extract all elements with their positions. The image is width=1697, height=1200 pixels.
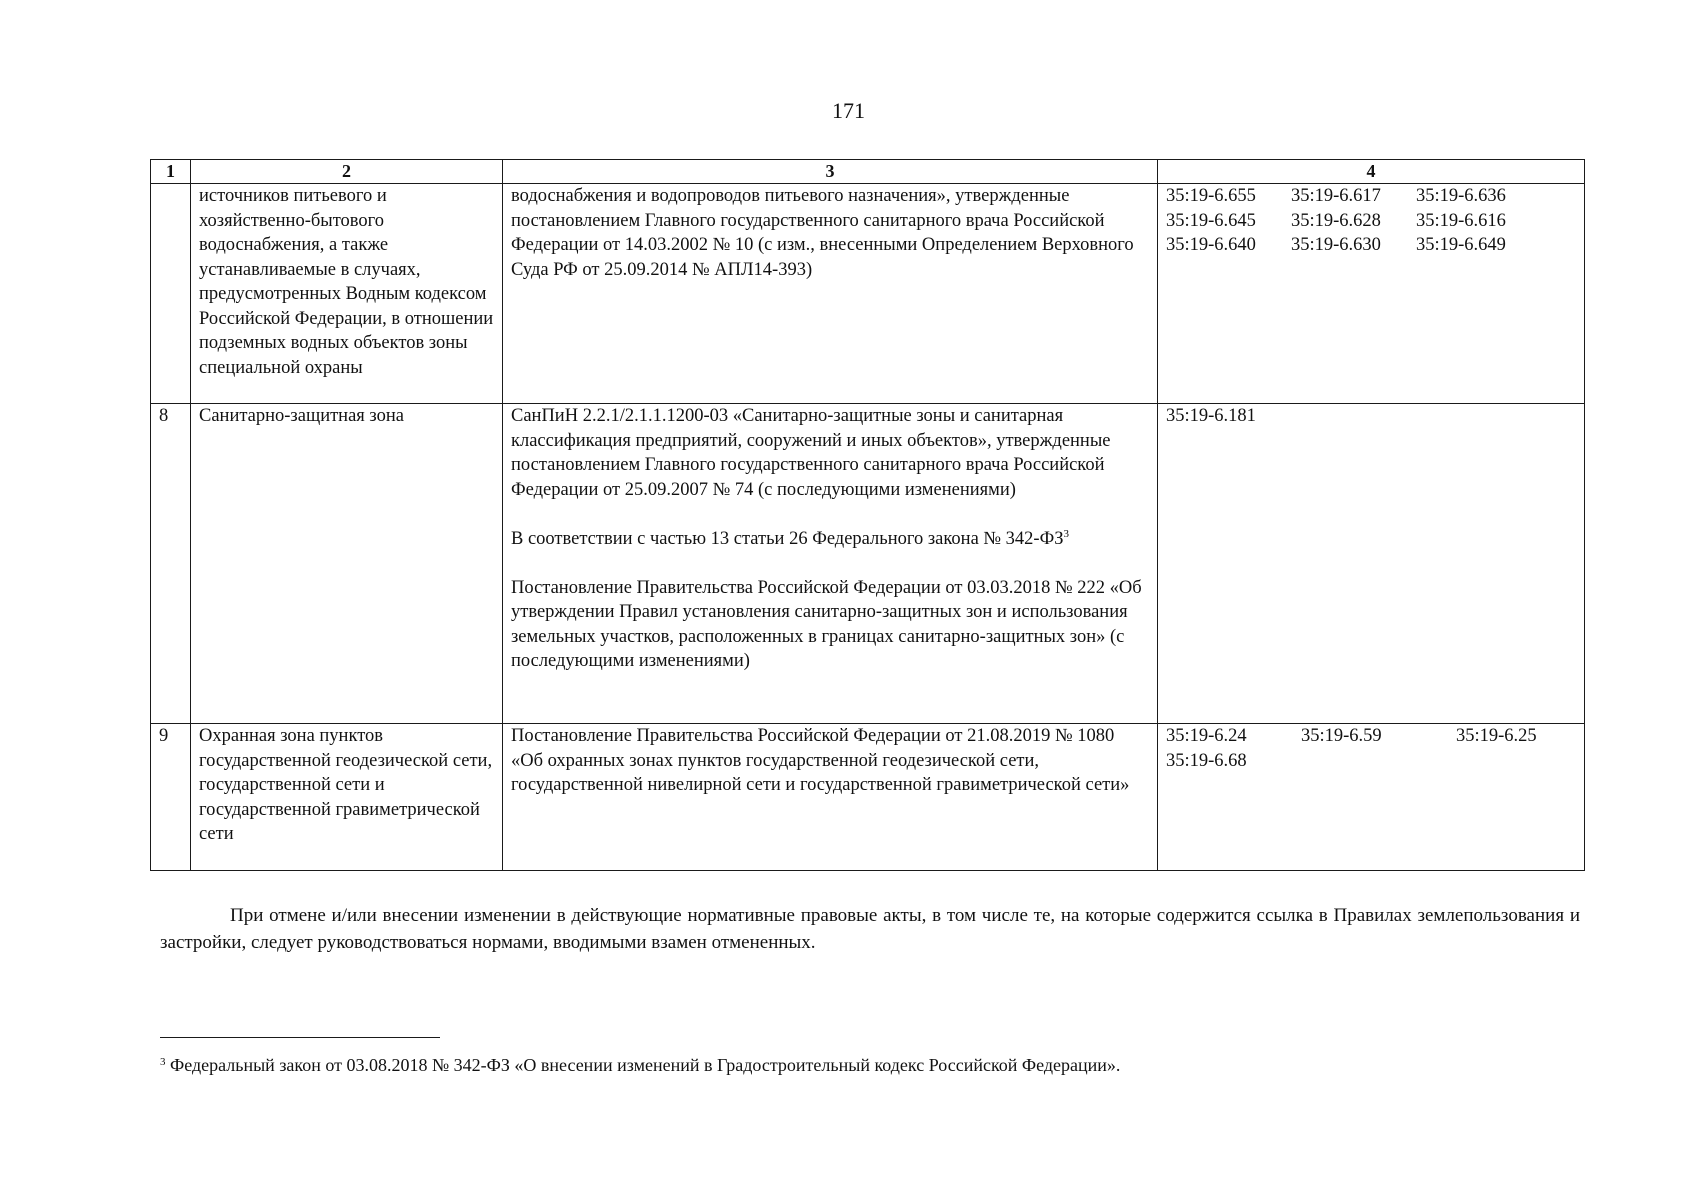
zone-codes — [1158, 184, 1585, 404]
zone-code: 35:19-6.181 — [1166, 406, 1256, 426]
legal-basis-text: В соответствии с частью 13 статьи 26 Федерального закона № 342-ФЗ — [511, 528, 1064, 549]
footnote-reference: 3 — [1063, 527, 1069, 540]
zone-code: 35:19-6.636 — [1416, 186, 1506, 206]
zone-code: 35:19-6.628 — [1291, 210, 1381, 231]
footnote-marker: 3 — [160, 1056, 166, 1068]
footnote-text: Федеральный закон от 03.08.2018 № 342-ФЗ «О внесении изменений в Градостроительный кодекс Российской Федерации». — [170, 1055, 1121, 1075]
legal-basis-paragraph: водоснабжения и водопроводов питьевого назначения», утвержденные постановлением Главного государственного санитарного врача Российской Федерации от 14.03.2002 № 10 (с изм., внесенными Определением Верховного Суда РФ от 25.09.2014 № АПЛ14-393) — [511, 186, 1134, 280]
table-header-row — [151, 160, 1585, 184]
zone-name: Санитарно-защитная зона — [191, 404, 503, 724]
zones-table — [150, 159, 1585, 871]
column-header-4: 4 — [1158, 160, 1585, 184]
legal-basis — [503, 184, 1158, 404]
zone-name: источников питьевого и хозяйственно-бытового водоснабжения, а также устанавливаемые в случаях, предусмотренных Водным кодексом Российской Федерации, в отношении подземных водных объектов зоны специальной охраны — [191, 184, 503, 404]
zone-code: 35:19-6.25 — [1456, 726, 1537, 746]
row-number — [151, 184, 191, 404]
zone-code: 35:19-6.24 — [1166, 726, 1247, 746]
zone-code: 35:19-6.68 — [1166, 750, 1247, 771]
legal-basis-paragraph: Постановление Правительства Российской Федерации от 03.03.2018 № 222 «Об утверждении Правил установления санитарно-защитных зон и использования земельных участков, расположенных в границах санитарно-защитных зон» (с последующими изменениями) — [511, 577, 1142, 671]
zone-code: 35:19-6.645 — [1166, 210, 1256, 231]
column-header-1: 1 — [151, 160, 191, 184]
legal-basis-paragraph — [511, 527, 1149, 552]
footnote-separator — [160, 1037, 440, 1038]
zone-code: 35:19-6.649 — [1416, 235, 1506, 255]
legal-basis — [503, 404, 1158, 724]
legal-basis-paragraph: Постановление Правительства Российской Федерации от 21.08.2019 № 1080 «Об охранных зонах пунктов государственной геодезической сети, государственной нивелирной сети и государственной гравиметрической сети» — [511, 726, 1130, 795]
zone-codes — [1158, 724, 1585, 871]
zone-name: Охранная зона пунктов государственной геодезической сети, государственной сети и государственной гравиметрической сети — [191, 724, 503, 871]
zone-codes — [1158, 404, 1585, 724]
zone-code: 35:19-6.630 — [1291, 235, 1381, 255]
table-row — [151, 404, 1585, 724]
column-header-3: 3 — [503, 160, 1158, 184]
legal-basis — [503, 724, 1158, 871]
row-number: 8 — [151, 404, 191, 724]
zone-code: 35:19-6.640 — [1166, 235, 1256, 255]
column-header-2: 2 — [191, 160, 503, 184]
legal-basis-paragraph: СанПиН 2.2.1/2.1.1.1200-03 «Санитарно-защитные зоны и санитарная классификация предприятий, сооружений и иных объектов», утвержденные постановлением Главного государственного санитарного врача Российской Федерации от 25.09.2007 № 74 (с последующими изменениями) — [511, 406, 1111, 500]
row-number: 9 — [151, 724, 191, 871]
page-number: 171 — [832, 98, 865, 123]
closing-paragraph: При отмене и/или внесении изменении в действующие нормативные правовые акты, в том числе те, на которые содержится ссылка в Правилах землепользования и застройки, следует руководствоваться нормами, вводимыми взамен отмененных. — [160, 905, 1580, 953]
zone-code: 35:19-6.655 — [1166, 186, 1256, 206]
footnote — [160, 1053, 1580, 1077]
table-row — [151, 184, 1585, 404]
zone-code: 35:19-6.616 — [1416, 210, 1506, 231]
zone-code: 35:19-6.617 — [1291, 186, 1381, 206]
table-row — [151, 724, 1585, 871]
zone-code: 35:19-6.59 — [1301, 726, 1382, 746]
